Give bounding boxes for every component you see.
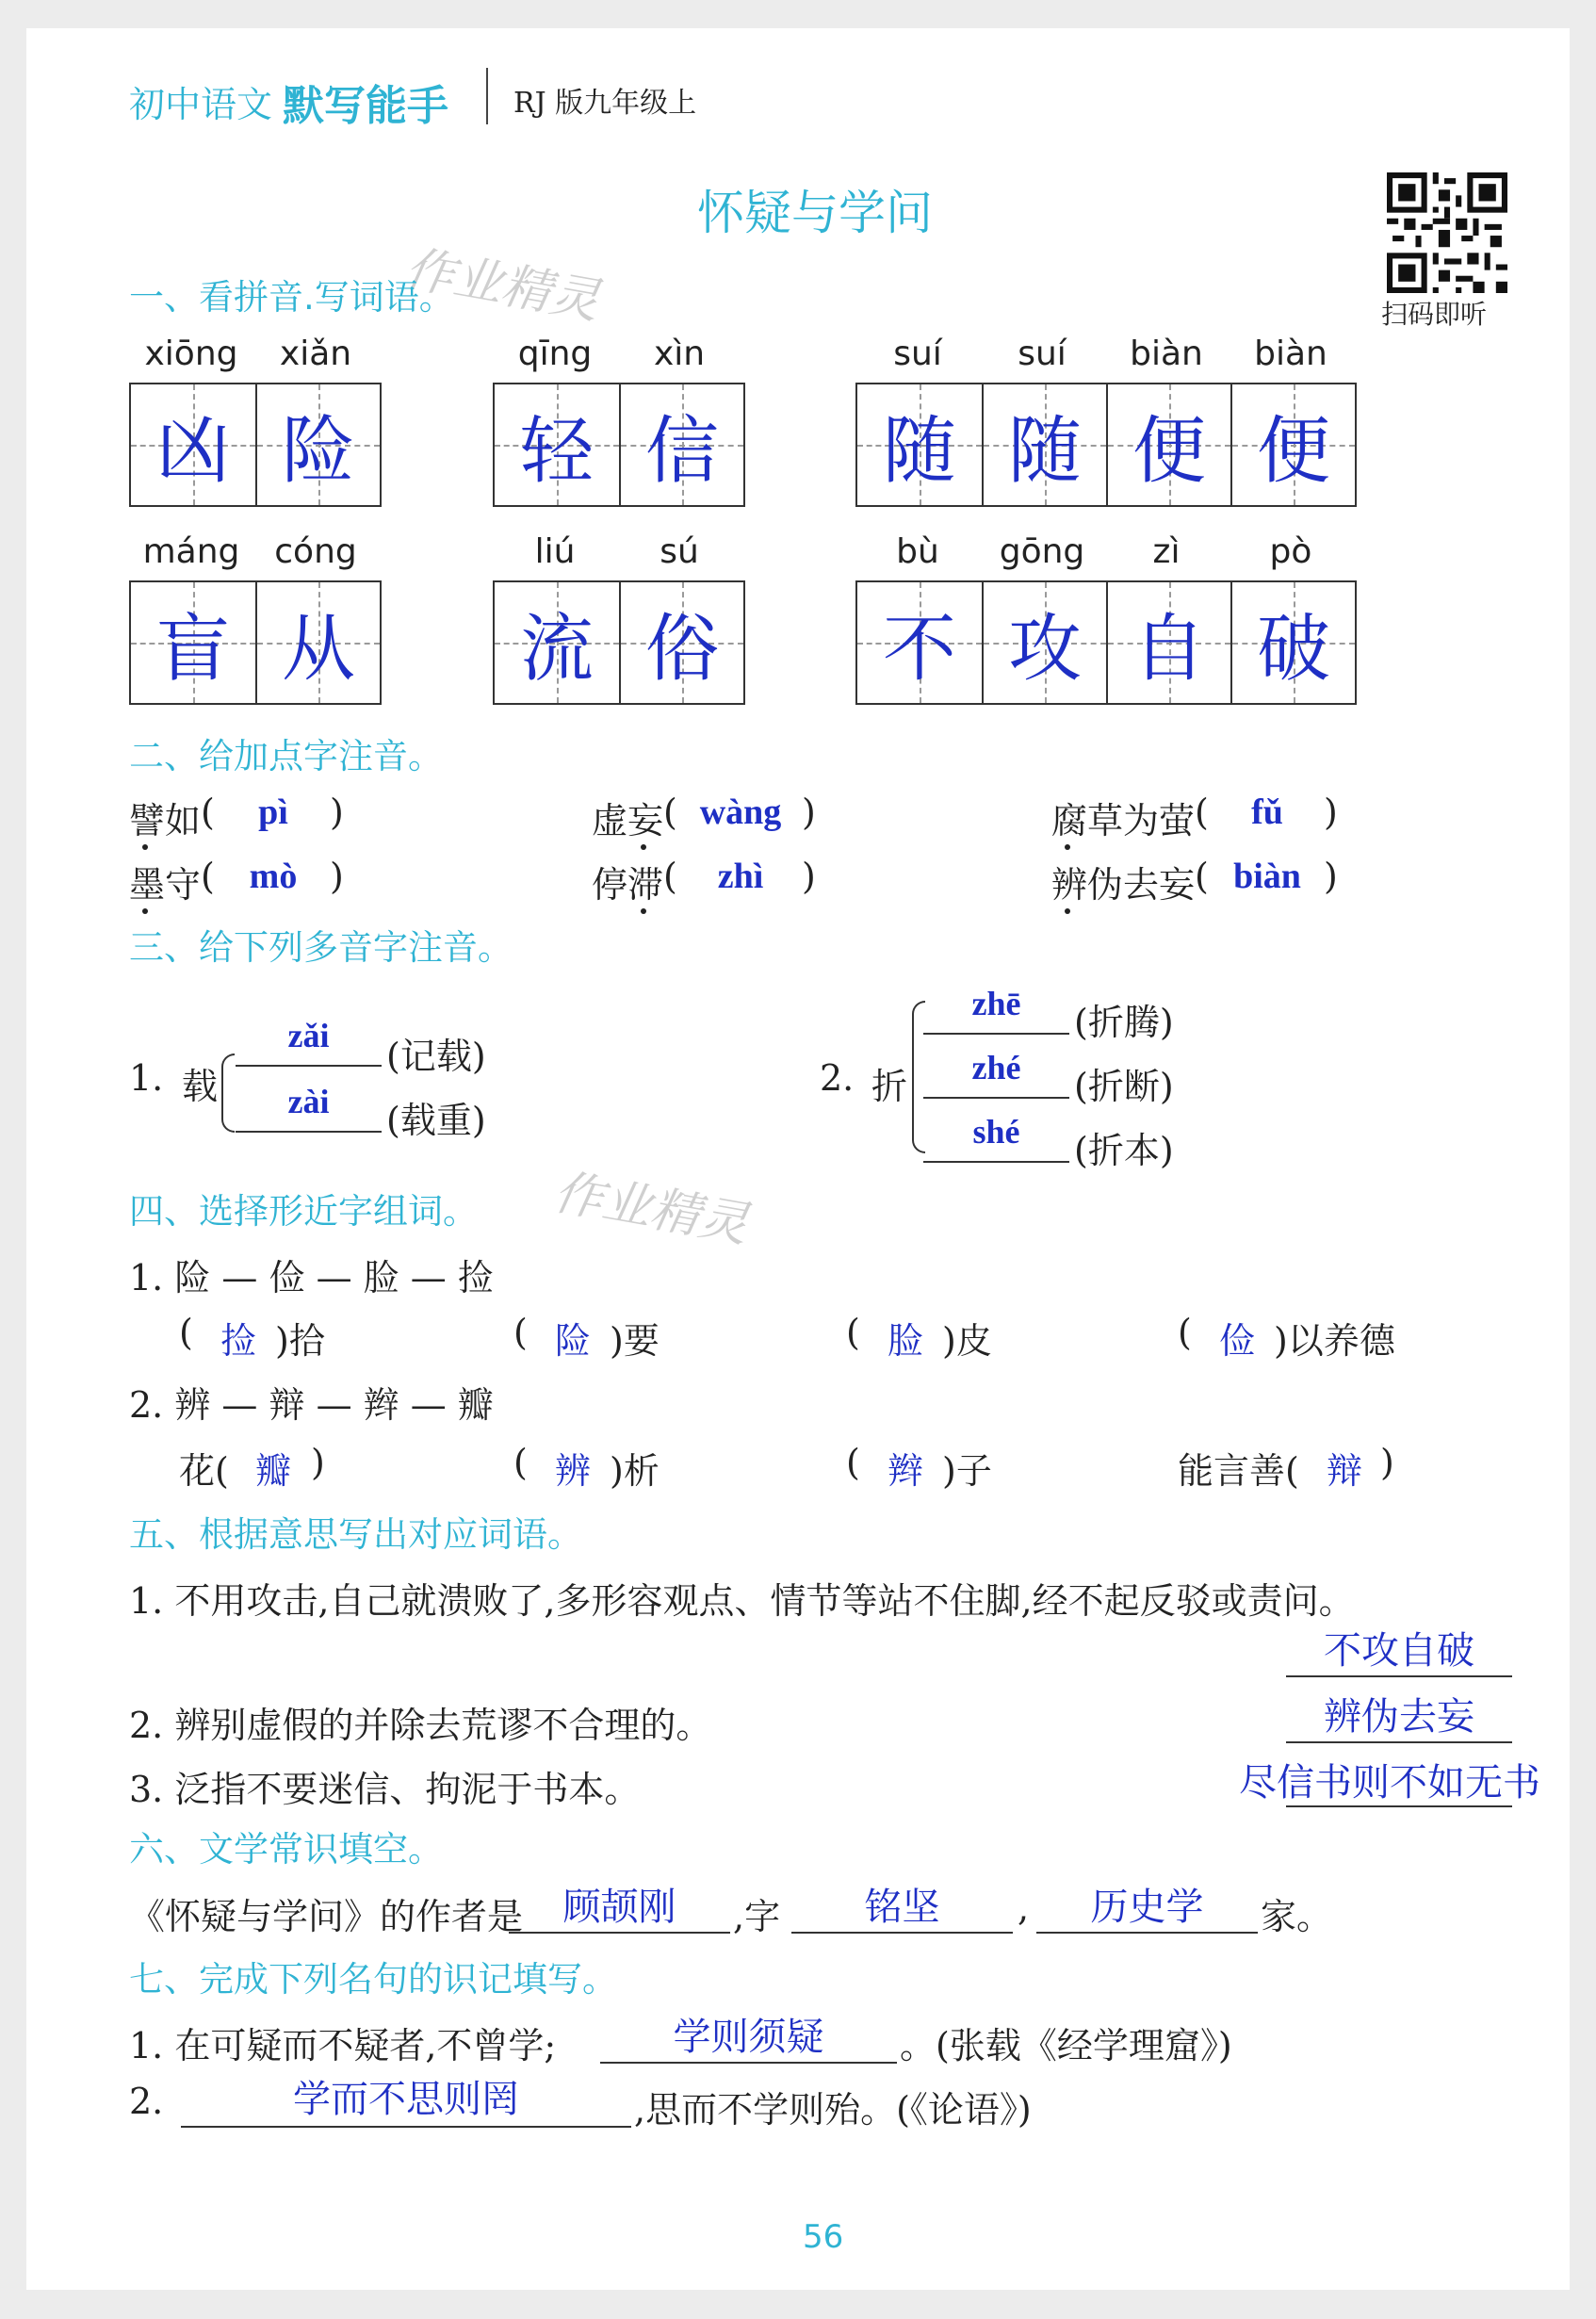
- similar-pre: (: [513, 1312, 528, 1353]
- pinyin: zì: [1152, 532, 1181, 571]
- quote-text: 1. 在可疑而不疑者,不曾学;: [129, 2025, 557, 2066]
- quote-answer: 学则须疑: [673, 2016, 824, 2059]
- polyphone-char: 载: [182, 1066, 219, 1107]
- meaning-question: 3. 泛指不要迷信、拘泥于书本。: [129, 1769, 641, 1810]
- polyphone-word: (折本): [1074, 1130, 1174, 1171]
- annotate-word: 墨守: [129, 864, 202, 906]
- pinyin: suí: [1018, 335, 1067, 373]
- section-1-heading: 一、看拼音.写词语。: [129, 277, 454, 318]
- qr-code-icon[interactable]: [1387, 172, 1507, 293]
- answer-char: 便: [1256, 409, 1330, 494]
- answer-char: 便: [1132, 409, 1206, 494]
- pinyin: xiōng: [144, 335, 238, 373]
- answer-char: 破: [1256, 607, 1330, 692]
- similar-pre: (: [846, 1312, 860, 1353]
- meaning-answer: 尽信书则不如无书: [1239, 1761, 1540, 1805]
- answer-char: 凶: [155, 409, 230, 494]
- pinyin: cóng: [274, 532, 357, 571]
- answer-char: 自: [1132, 607, 1206, 692]
- literature-text: 《怀疑与学问》的作者是: [129, 1896, 524, 1937]
- similar-answer: 辨: [554, 1450, 591, 1492]
- question-number: 2.: [820, 1057, 855, 1099]
- char-grid: [493, 383, 745, 507]
- similar-post: ): [1380, 1442, 1394, 1483]
- polyphone-char: 折: [871, 1066, 908, 1107]
- similar-answer: 捡: [220, 1320, 256, 1362]
- annotate-word: 辨伪去妄: [1051, 864, 1196, 906]
- char-grid: [493, 580, 745, 705]
- similar-pre: 花(: [179, 1450, 229, 1492]
- answer-char: 轻: [519, 409, 594, 494]
- emphasis-dot: [1065, 844, 1070, 850]
- similar-answer: 辩: [1326, 1450, 1362, 1492]
- char-grid: [855, 580, 1357, 705]
- literature-answer: 铭坚: [864, 1886, 940, 1929]
- similar-answer: 脸: [887, 1320, 923, 1362]
- polyphone-word: (折腾): [1074, 1002, 1174, 1043]
- similar-answer: 险: [554, 1320, 591, 1362]
- meaning-answer: 不攻自破: [1324, 1629, 1474, 1673]
- section-5-heading: 五、根据意思写出对应词语。: [129, 1514, 582, 1555]
- annotate-answer: zhì: [717, 857, 764, 896]
- answer-char: 盲: [155, 607, 230, 692]
- emphasis-dot: [641, 844, 646, 850]
- answer-char: 信: [644, 409, 719, 494]
- pinyin: liú: [534, 532, 576, 571]
- brace: [221, 1053, 235, 1133]
- emphasis-dot: [142, 908, 148, 914]
- question-number: 1.: [129, 1057, 164, 1099]
- similar-pre: 能言善(: [1178, 1450, 1299, 1492]
- polyphone-answer: zhē: [971, 985, 1021, 1022]
- polyphone-answer: zǎi: [287, 1017, 330, 1054]
- pinyin: biàn: [1254, 335, 1327, 373]
- annotate-answer: biàn: [1233, 857, 1301, 896]
- literature-text: 家。: [1261, 1896, 1333, 1937]
- watermark-2: 作业精灵: [549, 1164, 753, 1254]
- answer-char: 不: [882, 607, 956, 692]
- answer-char: 随: [1007, 409, 1082, 494]
- pinyin: gōng: [999, 532, 1085, 571]
- answer-char: 俗: [644, 607, 719, 692]
- similar-answer: 瓣: [254, 1450, 291, 1492]
- quote-answer: 学而不思则罔: [293, 2078, 519, 2121]
- answer-char: 从: [281, 607, 355, 692]
- pinyin: suí: [893, 335, 942, 373]
- answer-char: 攻: [1007, 607, 1082, 692]
- watermark-1: 作业精灵: [400, 240, 604, 331]
- quote-text: 2.: [129, 2081, 164, 2122]
- emphasis-dot: [641, 908, 646, 914]
- section-3-heading: 三、给下列多音字注音。: [129, 927, 513, 968]
- qr-caption: 扫码即听: [1381, 299, 1488, 330]
- similar-post: )子: [942, 1450, 992, 1492]
- polyphone-answer: shé: [972, 1113, 1020, 1151]
- similar-line: 1. 险 — 俭 — 脸 — 捡: [129, 1257, 494, 1298]
- quote-text: ,思而不学则殆。(《论语》): [634, 2089, 1032, 2131]
- similar-post: ): [311, 1442, 325, 1483]
- annotate-answer: fǔ: [1251, 792, 1283, 832]
- section-2-heading: 二、给加点字注音。: [129, 736, 443, 776]
- annotate-word: 虚妄: [592, 800, 664, 841]
- similar-post: )以养德: [1274, 1320, 1395, 1362]
- similar-answer: 辫: [887, 1450, 923, 1492]
- pinyin: máng: [142, 532, 240, 571]
- similar-pre: (: [513, 1442, 528, 1483]
- pinyin: pò: [1269, 532, 1312, 571]
- polyphone-word: (载重): [386, 1100, 486, 1141]
- annotate-word: 停滞: [592, 864, 664, 906]
- annotate-answer: wàng: [699, 792, 782, 832]
- pinyin: bù: [896, 532, 939, 571]
- header-divider: [486, 68, 488, 124]
- similar-post: )要: [610, 1320, 660, 1362]
- pinyin: biàn: [1130, 335, 1203, 373]
- literature-answer: 历史学: [1090, 1886, 1204, 1929]
- char-grid: [855, 383, 1357, 507]
- brand-label: 默写能手: [283, 82, 448, 130]
- section-6-heading: 六、文学常识填空。: [129, 1829, 443, 1870]
- polyphone-answer: zài: [287, 1083, 330, 1120]
- similar-answer: 俭: [1218, 1320, 1255, 1362]
- section-4-heading: 四、选择形近字组词。: [129, 1191, 478, 1232]
- similar-pre: (: [846, 1442, 860, 1483]
- annotate-answer: pì: [258, 792, 288, 832]
- similar-post: )拾: [275, 1320, 325, 1362]
- polyphone-word: (折断): [1074, 1066, 1174, 1107]
- edition-label: RJ 版九年级上: [513, 87, 697, 120]
- literature-answer: 顾颉刚: [562, 1886, 676, 1929]
- answer-char: 险: [281, 409, 355, 494]
- page-number: 56: [803, 2218, 844, 2256]
- char-grid: [129, 383, 382, 507]
- quote-text: 。(张载《经学理窟》): [900, 2025, 1232, 2066]
- annotate-word: 譬如: [129, 800, 202, 841]
- polyphone-answer: zhé: [971, 1049, 1021, 1086]
- answer-char: 随: [882, 409, 956, 494]
- pinyin: xiǎn: [279, 335, 352, 373]
- similar-line: 2. 辨 — 辩 — 辫 — 瓣: [129, 1384, 494, 1426]
- similar-pre: (: [1178, 1312, 1192, 1353]
- emphasis-dot: [1065, 908, 1070, 914]
- literature-text: ,字: [733, 1896, 781, 1937]
- meaning-question: 2. 辨别虚假的并除去荒谬不合理的。: [129, 1705, 712, 1746]
- polyphone-word: (记载): [386, 1036, 486, 1077]
- emphasis-dot: [142, 844, 148, 850]
- char-grid: [129, 580, 382, 705]
- series-label: 初中语文: [129, 84, 273, 125]
- similar-pre: (: [179, 1312, 193, 1353]
- meaning-answer: 辨伪去妄: [1324, 1695, 1474, 1739]
- pinyin: qīng: [517, 335, 593, 373]
- annotate-word: 腐草为萤: [1051, 800, 1196, 841]
- similar-post: )析: [610, 1450, 660, 1492]
- meaning-question: 1. 不用攻击,自己就溃败了,多形容观点、情节等站不住脚,经不起反驳或责问。: [129, 1580, 1355, 1622]
- page-title: 怀疑与学问: [697, 186, 933, 240]
- answer-char: 流: [519, 607, 594, 692]
- similar-post: )皮: [942, 1320, 992, 1362]
- pinyin: sú: [660, 532, 699, 571]
- annotate-answer: mò: [249, 857, 298, 896]
- section-7-heading: 七、完成下列名句的识记填写。: [129, 1959, 617, 2000]
- pinyin: xìn: [653, 335, 706, 373]
- literature-text: ,: [1018, 1887, 1030, 1929]
